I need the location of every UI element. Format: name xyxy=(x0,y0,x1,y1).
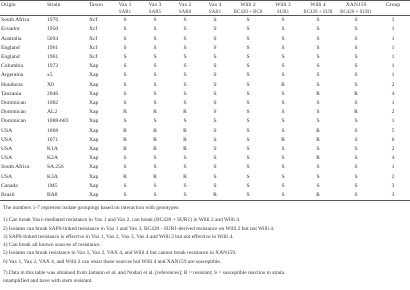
table-cell: S xyxy=(316,118,320,125)
table-row xyxy=(0,25,410,34)
table-cell: R xyxy=(281,136,285,143)
table-cell: S xyxy=(213,118,217,125)
table-cell: S xyxy=(183,44,187,51)
table-row xyxy=(0,16,410,26)
table-cell: S xyxy=(153,81,157,88)
table-cell: BA8 xyxy=(47,192,58,199)
table-cell: S xyxy=(153,72,157,79)
table-row xyxy=(0,145,410,154)
table-row xyxy=(0,117,410,126)
table-cell: R xyxy=(123,109,127,116)
table-row xyxy=(0,81,410,90)
table-cell: Honduras xyxy=(1,81,23,88)
table-cell: S xyxy=(183,35,187,42)
table-cell: 4 xyxy=(391,90,395,97)
table-cell: 1 xyxy=(391,72,395,79)
table-cell: S xyxy=(281,26,285,33)
table-cell: S xyxy=(183,155,187,162)
table-cell: 1 xyxy=(391,54,395,61)
table-cell: Xcf xyxy=(89,35,98,42)
table-cell: S xyxy=(281,100,285,107)
table-cell: S xyxy=(123,192,127,199)
table-cell: USA xyxy=(1,136,13,143)
table-row xyxy=(0,99,410,108)
table-cell: S xyxy=(281,35,285,42)
table-cell: Argentina xyxy=(1,72,24,79)
table-cell: S xyxy=(316,54,320,61)
table-cell: R xyxy=(281,81,285,88)
table-cell: S xyxy=(246,17,250,24)
table-cell: S xyxy=(246,26,250,33)
table-cell: 1M5 xyxy=(47,182,58,189)
table-cell: S xyxy=(213,54,217,61)
table-cell: S xyxy=(153,26,157,33)
table-cell: England xyxy=(1,44,20,51)
table-cell: S xyxy=(213,44,217,51)
table-cell: S xyxy=(123,182,127,189)
table-cell: S xyxy=(354,35,358,42)
table-cell: R xyxy=(153,109,157,116)
table-cell: 2046 xyxy=(47,90,59,97)
table-cell: S xyxy=(246,182,250,189)
table-cell: Xap xyxy=(89,72,99,79)
table-cell: Xap xyxy=(89,100,99,107)
footnote-item: 1) Can break Vax1-mediated resistance in Vax 1 and Vax 2, can break (BC420 + SUR1) in Willi 2 and Willi 4. xyxy=(3,217,241,224)
table-cell: S xyxy=(183,100,187,107)
table-cell: S xyxy=(123,44,127,51)
table-cell: Canada xyxy=(1,182,18,189)
column-header: Vax 3 SAR5 xyxy=(148,2,162,16)
table-cell: S xyxy=(213,127,217,134)
table-cell: S xyxy=(213,109,217,116)
column-header: Vax 2 SAR8 xyxy=(178,2,192,16)
table-cell: S xyxy=(281,155,285,162)
table-cell: S xyxy=(246,146,250,153)
table-cell: S xyxy=(246,63,250,70)
table-cell: S xyxy=(213,146,217,153)
table-cell: 1976 xyxy=(47,17,59,24)
table-cell: S xyxy=(316,17,320,24)
table-cell: S xyxy=(281,146,285,153)
table-cell: S xyxy=(153,100,157,107)
table-cell: S xyxy=(213,136,217,143)
table-cell: 2 xyxy=(391,81,395,88)
table-cell: S xyxy=(354,182,358,189)
table-row xyxy=(0,136,410,145)
table-cell: S xyxy=(246,100,250,107)
table-cell: 1 xyxy=(391,35,395,42)
table-cell: x5 xyxy=(47,72,53,79)
table-cell: S xyxy=(153,118,157,125)
table-cell: S xyxy=(213,72,217,79)
table-cell: Xap xyxy=(89,81,99,88)
table-cell: S xyxy=(123,155,127,162)
table-cell: S xyxy=(354,44,358,51)
table-cell: S xyxy=(213,164,217,171)
table-cell: Xap xyxy=(89,118,99,125)
table-cell: S xyxy=(246,81,250,88)
table-cell: S xyxy=(281,118,285,125)
table-cell: S xyxy=(183,26,187,33)
table-cell: Ecuador xyxy=(1,26,20,33)
table-cell: 1950 xyxy=(47,26,59,33)
table-cell: Xap xyxy=(89,192,99,199)
table-cell: S xyxy=(281,54,285,61)
table-cell: R xyxy=(153,146,157,153)
table-cell: S xyxy=(281,164,285,171)
table-cell: S xyxy=(246,192,250,199)
table-cell: Australia xyxy=(1,35,22,42)
table-cell: S xyxy=(316,35,320,42)
table-cell: Xap xyxy=(89,146,99,153)
table-cell: 1088-b83 xyxy=(47,118,69,125)
table-cell: Xap xyxy=(89,155,99,162)
table-cell: S xyxy=(354,100,358,107)
table-cell: R xyxy=(153,136,157,143)
table-cell: S xyxy=(123,63,127,70)
table-cell: S xyxy=(246,54,250,61)
table-cell: S xyxy=(123,26,127,33)
table-cell: Tanzania xyxy=(1,90,22,97)
table-cell: Xap xyxy=(89,127,99,134)
table-cell: S xyxy=(153,44,157,51)
footnote-item: unamplified and have with stem resistant. xyxy=(3,278,93,285)
table-cell: S xyxy=(316,81,320,88)
table-cell: 6 xyxy=(391,136,395,143)
table-row xyxy=(0,62,410,71)
table-cell: S xyxy=(123,90,127,97)
table-cell: S xyxy=(213,81,217,88)
table-cell: Brazil xyxy=(1,192,15,199)
table-cell: R xyxy=(183,146,187,153)
table-cell: 1 xyxy=(391,44,395,51)
table-cell: S xyxy=(213,155,217,162)
table-cell: R xyxy=(123,127,127,134)
table-cell: R xyxy=(183,127,187,134)
table-cell: South Africa xyxy=(1,17,30,24)
table-row xyxy=(0,154,410,163)
table-cell: R xyxy=(354,109,358,116)
table-cell: S xyxy=(354,192,358,199)
table-cell: S xyxy=(213,35,217,42)
table-cell: Xcf xyxy=(89,17,98,24)
table-cell: USA xyxy=(1,127,13,134)
table-cell: Dominican xyxy=(1,118,26,125)
table-cell: S xyxy=(153,182,157,189)
table-cell: S xyxy=(213,17,217,24)
column-header: Strain xyxy=(47,2,61,8)
table-cell: Xap xyxy=(89,173,99,180)
footnote-item: 4) Can break all known sources of resistance. xyxy=(3,242,101,249)
table-cell: 1 xyxy=(391,26,395,33)
table-cell: S xyxy=(354,173,358,180)
column-header: Taxon xyxy=(89,2,103,8)
table-cell: R xyxy=(123,173,127,180)
table-cell: S xyxy=(354,54,358,61)
table-cell: R xyxy=(183,136,187,143)
table-cell: USA xyxy=(1,173,13,180)
table-row xyxy=(0,108,410,117)
table-cell: Xap xyxy=(89,136,99,143)
table-cell: S xyxy=(183,182,187,189)
table-cell: S xyxy=(153,35,157,42)
table-cell: S xyxy=(246,155,250,162)
table-cell: 1961 xyxy=(47,44,59,51)
table-cell: Xap xyxy=(89,164,99,171)
table-cell: S xyxy=(153,54,157,61)
table-footnotes xyxy=(3,204,407,286)
table-cell: Xap xyxy=(89,109,99,116)
table-cell: S xyxy=(183,164,187,171)
table-cell: S xyxy=(281,109,285,116)
table-cell: R xyxy=(213,192,217,199)
table-cell: S xyxy=(316,164,320,171)
table-cell: S xyxy=(281,182,285,189)
table-cell: S xyxy=(281,72,285,79)
table-cell: R xyxy=(123,136,127,143)
table-row xyxy=(0,71,410,80)
table-cell: 1082 xyxy=(47,100,59,107)
column-header: Vax 1 SAR1 xyxy=(118,2,132,16)
table-cell: S xyxy=(281,173,285,180)
table-row xyxy=(0,127,410,136)
table-cell: 5 xyxy=(391,127,395,134)
table-cell: Xcf xyxy=(89,26,98,33)
table-cell: S xyxy=(183,118,187,125)
table-cell: S xyxy=(123,118,127,125)
table-cell: S xyxy=(281,192,285,199)
table-cell: Xap xyxy=(89,63,99,70)
table-row xyxy=(0,191,410,201)
table-cell: S xyxy=(316,72,320,79)
table-cell: S xyxy=(281,17,285,24)
table-cell: S xyxy=(183,54,187,61)
table-cell: 5094 xyxy=(47,35,59,42)
table-cell: S xyxy=(213,63,217,70)
table-cell: S xyxy=(246,173,250,180)
table-cell: S xyxy=(354,26,358,33)
table-cell: S xyxy=(123,100,127,107)
column-header: Group xyxy=(385,2,401,8)
table-cell: Xap xyxy=(89,90,99,97)
table-row xyxy=(0,182,410,191)
table-cell: S xyxy=(316,44,320,51)
table-cell: 1 xyxy=(391,118,395,125)
column-header: Vax 4 SAR1 xyxy=(208,2,222,16)
table-cell: 2 xyxy=(391,173,395,180)
table-cell: AL2 xyxy=(47,109,58,116)
table-cell: S xyxy=(316,63,320,70)
table-cell: S xyxy=(153,90,157,97)
table-row xyxy=(0,173,410,182)
table-cell: Xap xyxy=(89,182,99,189)
table-cell: S xyxy=(213,100,217,107)
footnote-item: 3) SAP6-linked resistance is effective in Vax 1, Vax 2, Vax 3, Vax 4 and Willi 2 but not effective in Willi 4. xyxy=(3,233,234,240)
table-cell: S xyxy=(354,136,358,143)
column-header: Willi 4 BC420 + SUR xyxy=(303,2,333,16)
table-cell: S xyxy=(183,63,187,70)
column-header: Origin xyxy=(1,2,16,8)
table-cell: 4 xyxy=(391,155,395,162)
table-cell: S xyxy=(123,72,127,79)
table-cell: SA 256 xyxy=(47,164,64,171)
table-cell: R xyxy=(316,127,320,134)
table-cell: R xyxy=(183,173,187,180)
table-cell: 1 xyxy=(391,100,395,107)
table-cell: 1961 xyxy=(47,54,59,61)
table-cell: S xyxy=(354,155,358,162)
column-header: XAN159 BC420 + SUR1 xyxy=(340,2,372,16)
table-cell: S xyxy=(153,164,157,171)
table-cell: R xyxy=(316,90,320,97)
table-cell: Xcf xyxy=(89,44,98,51)
table-cell: S xyxy=(316,146,320,153)
table-cell: England xyxy=(1,54,20,61)
table-cell: S xyxy=(123,164,127,171)
table-cell: S xyxy=(246,164,250,171)
table-cell: S xyxy=(354,81,358,88)
table-cell: S xyxy=(153,192,157,199)
table-cell: Columbia xyxy=(1,63,24,70)
table-row xyxy=(0,44,410,53)
table-cell: S xyxy=(123,35,127,42)
table-cell: R xyxy=(153,127,157,134)
table-cell: S xyxy=(281,90,285,97)
table-cell: S xyxy=(213,173,217,180)
table-cell: S xyxy=(246,35,250,42)
table-cell: S xyxy=(183,90,187,97)
table-cell: K3A xyxy=(47,173,58,180)
table-cell: S xyxy=(354,72,358,79)
table-cell: S xyxy=(316,26,320,33)
table-cell: S xyxy=(246,72,250,79)
table-cell: S xyxy=(153,17,157,24)
table-cell: 1 xyxy=(391,164,395,171)
table-body xyxy=(0,16,410,201)
table-cell: S xyxy=(354,63,358,70)
table-cell: K1A xyxy=(47,146,58,153)
table-cell: Dominican xyxy=(1,109,26,116)
table-header-row xyxy=(0,1,410,16)
table-cell: S xyxy=(183,72,187,79)
column-header: Willi 3 SUR1 xyxy=(275,2,291,16)
table-cell: S xyxy=(183,81,187,88)
footnote-lead: The numbers 1-7 represent isolate groupings based on interaction with genotypes: xyxy=(3,205,180,211)
table-cell: S xyxy=(354,17,358,24)
table-cell: R xyxy=(316,192,320,199)
table-cell: S xyxy=(316,100,320,107)
table-cell: S xyxy=(153,63,157,70)
footnote-item: 2) Isolates can break SAP6-linked resistance in Vax 1 and Vax 3, BC420 - SUR1-derived resistance on Willi 2 but not Willi 4. xyxy=(3,225,275,232)
table-cell: 1068 xyxy=(47,127,59,134)
table-cell: USA xyxy=(1,155,13,162)
table-cell: 1972 xyxy=(47,63,59,70)
table-cell: S xyxy=(354,127,358,134)
table-row xyxy=(0,53,410,62)
table-cell: Xcf xyxy=(89,54,98,61)
footnote-item: 6) Vax 1, Vax 2, VAX 4, and Willi 2 can resist these sources but Willi 4 and XAN159 are susceptible. xyxy=(3,258,222,265)
table-cell: South Africa xyxy=(1,164,30,171)
table-cell: S xyxy=(213,26,217,33)
table-cell: S xyxy=(123,81,127,88)
table-cell: S xyxy=(183,192,187,199)
table-cell: Dominican xyxy=(1,100,26,107)
table-cell: S xyxy=(281,44,285,51)
column-header: Willi 2 BC420 + BC8 xyxy=(233,2,263,16)
table-cell: S xyxy=(246,136,250,143)
table-cell: R xyxy=(354,90,358,97)
table-cell: S xyxy=(316,173,320,180)
table-cell: S xyxy=(354,146,358,153)
table-cell: S xyxy=(246,44,250,51)
table-cell: S xyxy=(153,155,157,162)
table-cell: S xyxy=(246,127,250,134)
table-cell: S xyxy=(281,127,285,134)
table-cell: 3 xyxy=(391,192,395,199)
footnote-item: 7) Data in this table was obtained from Jamann et al. and Nodari et al. [references]; R = resistant; S = susceptible reaction to strain. xyxy=(3,270,286,277)
table-row xyxy=(0,35,410,44)
table-cell: 1 xyxy=(391,17,395,24)
table-cell: R xyxy=(316,155,320,162)
table-cell: S xyxy=(246,109,250,116)
table-cell: S xyxy=(213,182,217,189)
table-cell: 3 xyxy=(391,182,395,189)
table-cell: S xyxy=(246,90,250,97)
table-cell: S xyxy=(246,118,250,125)
table-cell: USA xyxy=(1,146,13,153)
table-cell: S xyxy=(123,17,127,24)
table-cell: 1 xyxy=(391,63,395,70)
table-cell: S xyxy=(316,109,320,116)
table-cell: R xyxy=(153,173,157,180)
table-cell: 2 xyxy=(391,146,395,153)
table-cell: R xyxy=(123,146,127,153)
table-cell: 2 xyxy=(391,109,395,116)
table-cell: S xyxy=(281,63,285,70)
table-row xyxy=(0,90,410,99)
table-cell: S xyxy=(354,118,358,125)
table-cell: R xyxy=(183,109,187,116)
table-row xyxy=(0,163,410,172)
table-cell: S xyxy=(183,17,187,24)
table-cell: S xyxy=(213,90,217,97)
table-cell: X0 xyxy=(47,81,54,88)
table-cell: 1071 xyxy=(47,136,59,143)
table-cell: R xyxy=(316,136,320,143)
table-cell: K2A xyxy=(47,155,58,162)
footnote-item: 5) Isolates can break resistance in Vax 1, Vax 2, VAX 4, and Willi 4 but cannot break resistance in XAN159. xyxy=(3,250,237,257)
table-cell: S xyxy=(123,54,127,61)
table-cell: S xyxy=(316,182,320,189)
table-cell: S xyxy=(354,164,358,171)
